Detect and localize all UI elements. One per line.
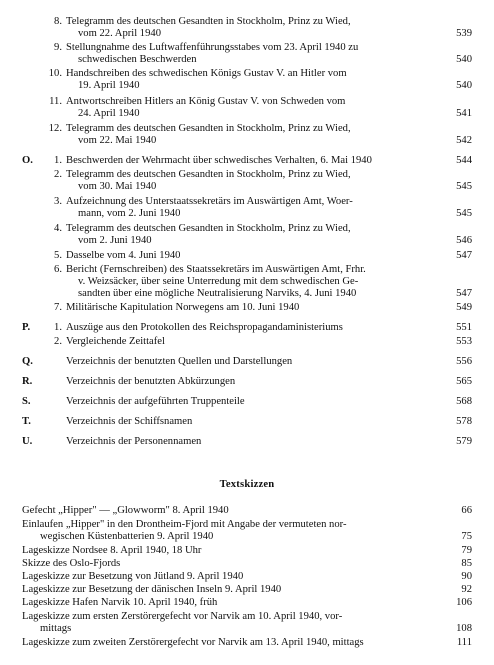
toc-line: Telegramm des deutschen Gesandten in Stockholm, Prinz zu Wied, [66,16,351,27]
toc-num: 2. [54,336,62,347]
toc-num: 12. [48,123,62,134]
toc-num: 11. [49,96,62,107]
toc-page: 544 [456,155,472,166]
toc-line: Verzeichnis der Schiffsnamen [66,416,193,427]
toc-line: Telegramm des deutschen Gesandten in Stockholm, Prinz zu Wied, [66,169,351,180]
toc-line: mann, vom 2. Juni 1940 [78,208,181,219]
toc-page: 540 [456,80,472,91]
sketch-line: Lageskizze Hafen Narvik 10. April 1940, früh [22,597,218,608]
toc-line: Militärische Kapitulation Norwegens am 10. Juni 1940 [66,302,300,313]
toc-page: 547 [456,250,472,261]
toc-line: Verzeichnis der Personennamen [66,436,202,447]
toc-line: Vergleichende Zeittafel [66,336,165,347]
toc-line: vom 30. Mai 1940 [78,181,157,192]
toc-page: 578 [456,416,472,427]
sketch-page: 111 [456,637,472,648]
toc-line: Antwortschreiben Hitlers an König Gustav V. von Schweden vom [66,96,346,107]
toc-page: 542 [456,135,472,146]
sketch-line: Lageskizze zum ersten Zerstörergefecht vor Narvik am 10. April 1940, vor- [22,611,343,622]
toc-line: Handschreiben des schwedischen Königs Gustav V. an Hitler vom [66,68,347,79]
toc-num: 9. [54,42,62,53]
toc-line: Aufzeichnung des Unterstaatssekretärs im Auswärtigen Amt, Woer- [66,196,353,207]
sketch-page: 75 [461,531,472,542]
toc-section: S. [22,396,31,407]
toc-num: 6. [54,264,62,275]
toc-num: 5. [54,250,62,261]
sketch-line: Skizze des Oslo-Fjords [22,558,121,569]
toc-page: 553 [456,336,472,347]
toc-line: Verzeichnis der benutzten Quellen und Darstellungen [66,356,293,367]
toc-page: 568 [456,396,472,407]
sketch-line: wegischen Küstenbatterien 9. April 1940 [40,531,214,542]
toc-line: Verzeichnis der benutzten Abkürzungen [66,376,236,387]
sketch-page: 106 [456,597,472,608]
toc-num: 2. [54,169,62,180]
sketch-line: Gefecht „Hipper" — „Glowworm" 8. April 1940 [22,505,229,516]
toc-num: 3. [54,196,62,207]
toc-line: Telegramm des deutschen Gesandten in Stockholm, Prinz zu Wied, [66,223,351,234]
toc-line: Auszüge aus den Protokollen des Reichspropagandaministeriums [66,322,343,333]
toc-num: 10. [48,68,62,79]
toc-page: 545 [456,208,472,219]
toc-line: Stellungnahme des Luftwaffenführungsstabes vom 23. April 1940 zu [66,42,359,53]
toc-page: 540 [456,54,472,65]
toc-line: Dasselbe vom 4. Juni 1940 [66,250,181,261]
toc-num: 8. [54,16,62,27]
sketches-heading: Textskizzen [219,479,275,490]
toc-page: 541 [456,108,472,119]
toc-page: 547 [456,288,472,299]
toc-page: 565 [456,376,472,387]
toc-page: 545 [456,181,472,192]
sketch-page: 66 [461,505,472,516]
toc-line: Bericht (Fernschreiben) des Staatssekretärs im Auswärtigen Amt, Frhr. [66,264,366,275]
toc-section: U. [22,436,33,447]
toc-section: P. [22,322,31,333]
toc-line: vom 22. April 1940 [78,28,161,39]
toc-section: T. [22,416,31,427]
sketch-line: Lageskizze zur Besetzung von Jütland 9. April 1940 [22,571,244,582]
sketch-page: 79 [461,545,472,556]
toc-line: schwedischen Beschwerden [78,54,197,65]
toc-section: O. [22,155,33,166]
sketch-line: Lageskizze zur Besetzung der dänischen Inseln 9. April 1940 [22,584,282,595]
toc-line: Beschwerden der Wehrmacht über schwedisches Verhalten, 6. Mai 1940 [66,155,372,166]
toc-page: 549 [456,302,472,313]
toc-section: R. [22,376,33,387]
toc-num: 1. [54,322,62,333]
toc-line: v. Weizsäcker, über seine Unterredung mit dem schwedischen Ge- [78,276,359,287]
sketch-page: 92 [461,584,472,595]
toc-line: Telegramm des deutschen Gesandten in Stockholm, Prinz zu Wied, [66,123,351,134]
toc-section: Q. [22,356,33,367]
sketch-line: Lageskizze Nordsee 8. April 1940, 18 Uhr [22,545,202,556]
toc-line: sandten über eine mögliche Neutralisierung Narviks, 4. Juni 1940 [78,288,357,299]
sketch-page: 85 [461,558,472,569]
toc-line: Verzeichnis der aufgeführten Truppenteile [66,396,245,407]
toc-num: 4. [54,223,62,234]
sketch-line: Lageskizze zum zweiten Zerstörergefecht vor Narvik am 13. April 1940, mittags [22,637,364,648]
sketch-line: Einlaufen „Hipper" in den Drontheim-Fjord mit Angabe der vermuteten nor- [22,519,347,530]
toc-num: 1. [54,155,62,166]
toc-num: 7. [54,302,62,313]
toc-page: 556 [456,356,472,367]
toc-line: vom 2. Juni 1940 [78,235,152,246]
toc-page: 579 [456,436,472,447]
toc-line: 24. April 1940 [78,108,140,119]
toc-page: 551 [456,322,472,333]
sketch-page: 108 [456,623,472,634]
toc-page: 539 [456,28,472,39]
sketch-line: mittags [40,623,72,634]
toc-line: vom 22. Mai 1940 [78,135,157,146]
toc-page: 546 [456,235,472,246]
sketch-page: 90 [461,571,472,582]
toc-line: 19. April 1940 [78,80,140,91]
